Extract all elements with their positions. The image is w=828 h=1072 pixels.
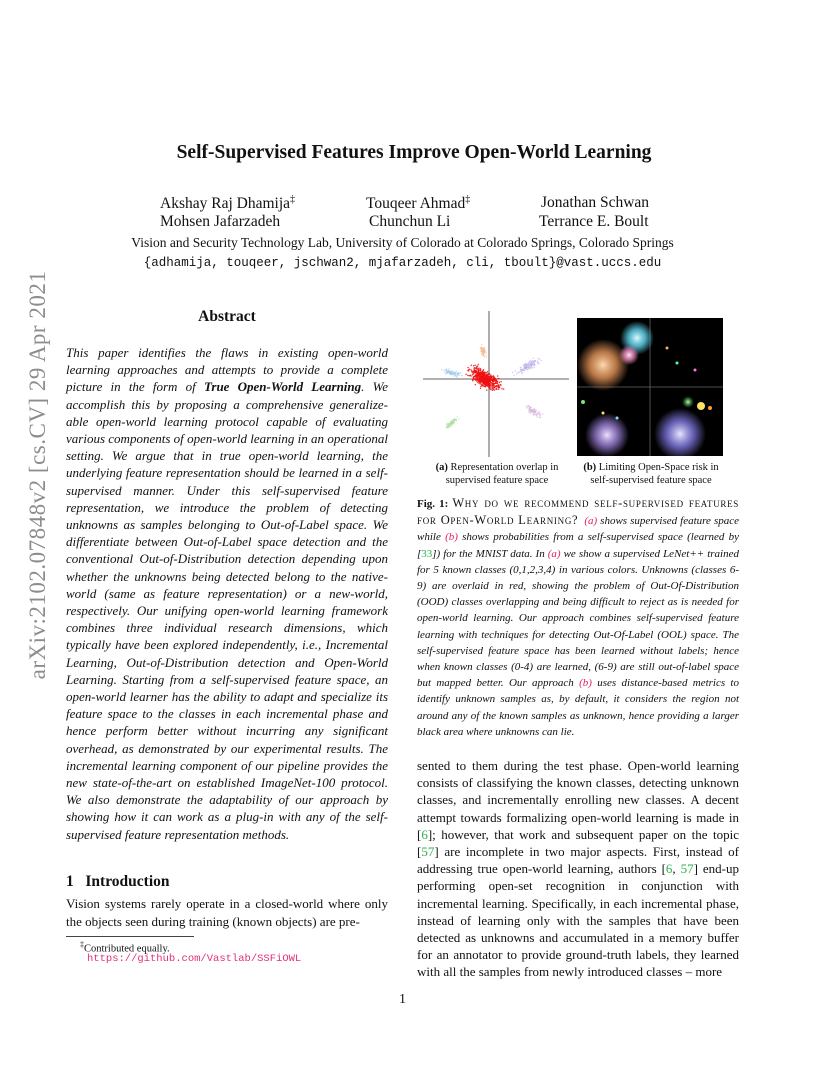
scatter-point <box>483 369 485 371</box>
author: Chunchun Li <box>369 213 451 230</box>
scatter-point <box>534 360 536 362</box>
scatter-point <box>539 411 541 413</box>
scatter-point <box>479 380 481 382</box>
scatter-point <box>482 350 484 352</box>
scatter-point <box>441 369 443 371</box>
scatter-point <box>492 376 494 378</box>
figure-1-caption: Fig. 1: Why do we recommend self-supervised features for Open-World Learning? (a) shows supervised feature space while (b) shows probabilities from a self-supervised space (learned by [33]) for the MNIST data. In (a) we show a supervised LeNet++ trained for 5 known classes (0,1,2,3,4) in various colors. Unknowns (classes 6-9) are overlaid in red, showing the problem of Out-Of-Distribution (OOD) classes overlapping and being difficult to reject as is needed for open-world learning. Our approach combines self-supervised feature learning with techniques for detecting Out-Of-Label (OOL) space. The self-supervised feature space has been learned without labels; hence when known classes (0-4) are learned, (6-9) are still out-of-label space but mapped better. Our approach (b) uses distance-based metrics to identify unknown samples as, by default, it considers the region not around any of the known samples as unknown, hence providing a larger black area where unknowns can lie. <box>417 496 740 738</box>
scatter-point <box>484 352 486 354</box>
scatter-point <box>532 363 534 365</box>
scatter-point <box>529 406 531 408</box>
scatter-point <box>481 381 483 383</box>
scatter-point <box>491 376 493 378</box>
scatter-point <box>455 372 457 374</box>
scatter-point <box>536 413 538 415</box>
scatter-point <box>455 419 457 421</box>
scatter-point <box>497 385 499 387</box>
scatter-point <box>449 373 451 375</box>
scatter-point <box>478 364 480 366</box>
scatter-point <box>480 370 482 372</box>
scatter-point <box>519 371 521 373</box>
scatter-point <box>536 415 538 417</box>
scatter-point <box>484 374 486 376</box>
scatter-point <box>497 375 499 377</box>
scatter-point <box>522 372 524 374</box>
scatter-point <box>467 375 469 377</box>
scatter-point <box>454 375 456 377</box>
scatter-point <box>485 377 487 379</box>
scatter-point <box>528 366 530 368</box>
scatter-point <box>488 380 490 382</box>
scatter-point <box>534 364 536 366</box>
scatter-point <box>448 423 450 425</box>
scatter-point <box>538 363 540 365</box>
scatter-point <box>476 380 478 382</box>
author-emails: {adhamija, touqeer, jschwan2, mjafarzadeh, cli, tboult}@vast.uccs.edu <box>143 256 662 270</box>
scatter-point <box>445 373 447 375</box>
affiliation: Vision and Security Technology Lab, University of Colorado at Colorado Springs, Colorado Springs <box>131 235 674 250</box>
scatter-point <box>462 375 464 377</box>
scatter-point <box>475 384 477 386</box>
scatter-point <box>482 383 484 385</box>
scatter-point <box>447 427 449 429</box>
scatter-point <box>486 356 488 358</box>
scatter-point <box>480 350 482 352</box>
scatter-point <box>448 368 450 370</box>
scatter-point <box>516 373 518 375</box>
scatter-point <box>521 373 523 375</box>
scatter-point <box>533 362 535 364</box>
scatter-point <box>482 372 484 374</box>
scatter-point <box>490 379 492 381</box>
scatter-point <box>524 367 526 369</box>
scatter-point <box>483 382 485 384</box>
scatter-point <box>513 375 515 377</box>
scatter-point <box>477 377 479 379</box>
scatter-point <box>480 368 482 370</box>
section-heading-introduction: 1 Introduction <box>66 873 170 890</box>
scatter-point <box>482 374 484 376</box>
scatter-point <box>520 367 522 369</box>
scatter-point <box>486 389 488 391</box>
scatter-point <box>443 369 445 371</box>
scatter-point <box>456 375 458 377</box>
paper-title: Self-Supervised Features Improve Open-World Learning <box>176 142 652 163</box>
scatter-point <box>480 376 482 378</box>
scatter-point <box>444 371 446 373</box>
scatter-point <box>473 371 475 373</box>
scatter-point <box>474 365 476 367</box>
scatter-point <box>497 378 499 380</box>
scatter-point <box>487 385 489 387</box>
scatter-point <box>456 373 458 375</box>
scatter-point <box>470 375 472 377</box>
scatter-point <box>540 413 542 415</box>
scatter-point <box>477 382 479 384</box>
scatter-point <box>481 378 483 380</box>
scatter-point <box>457 416 459 418</box>
scatter-point <box>503 388 505 390</box>
scatter-point <box>481 354 483 356</box>
scatter-point <box>482 377 484 379</box>
figure-1b-probability-map <box>577 318 723 456</box>
scatter-point <box>533 414 535 416</box>
scatter-point <box>542 413 544 415</box>
scatter-point <box>500 381 502 383</box>
scatter-point <box>486 383 488 385</box>
scatter-point <box>528 363 530 365</box>
scatter-point <box>474 375 476 377</box>
scatter-point <box>450 425 452 427</box>
scatter-point <box>471 369 473 371</box>
scatter-point <box>467 370 469 372</box>
scatter-point <box>533 409 535 411</box>
intro-text: Vision systems rarely operate in a closed-world where only the objects seen during training (known objects) are pre- <box>66 896 388 929</box>
scatter-point <box>456 370 458 372</box>
scatter-point <box>528 408 530 410</box>
scatter-point <box>485 372 487 374</box>
scatter-point <box>483 379 485 381</box>
scatter-point <box>512 372 513 374</box>
scatter-point <box>450 422 452 424</box>
scatter-point <box>490 389 492 391</box>
scatter-point <box>532 410 534 412</box>
scatter-point <box>483 347 485 349</box>
scatter-point <box>496 385 498 387</box>
scatter-point <box>456 420 458 422</box>
scatter-point <box>485 380 487 382</box>
scatter-point <box>494 389 496 391</box>
scatter-point <box>454 422 456 424</box>
scatter-point <box>530 413 532 415</box>
scatter-point <box>498 388 500 390</box>
footnote: ‡Contributed equally. <box>80 940 170 955</box>
scatter-point <box>527 364 529 366</box>
scatter-point <box>481 343 483 345</box>
author: Akshay Raj Dhamija‡ <box>160 194 296 213</box>
scatter-point <box>448 425 450 427</box>
scatter-point <box>525 368 527 370</box>
github-link[interactable]: https://github.com/Vastlab/SSFiOWL <box>87 953 302 965</box>
scatter-point <box>523 370 525 372</box>
abstract-heading: Abstract <box>198 308 256 325</box>
author: Jonathan Schwan <box>541 194 650 211</box>
scatter-point <box>492 386 494 388</box>
scatter-point <box>477 379 479 381</box>
scatter-point <box>539 416 541 418</box>
scatter-point <box>537 360 539 362</box>
abstract-text: This paper identifies the flaws in existing open-world learning approaches and attempts to provide a complete picture in the form of True Open-World Learning. We accomplish this by proposing a comprehensive generalize-able open-world learning protocol capable of evaluating various components of open-world learning in an operational setting. We argue that in true open-world learning, the underlying feature representation should be learned in a self-supervised manner. Under this self-supervised feature representation, we introduce the problem of detecting unknowns as samples belonging to Out-of-Label space. We differentiate between Out-of-Label space detection and the conventional Out-of-Distribution detection depending upon whether the unknowns being detected belong to the native-world (same as feature representation) or a new-world, respectively. Our unifying open-world learning framework combines three individual research dimensions, which typically have been explored independently, i.e., Incremental Learning, Out-of-Distribution detection and Open-World Learning. Starting from a self-supervised feature space, an open-world learner has the ability to adapt and specialize its feature space to the classes in each incremental phase and hence perform better without incurring any significant overhead, as demonstrated by our experimental results. The incremental learning component of our pipeline provides the new state-of-the-art on established ImageNet-100 protocol. We also demonstrate the adaptability of our approach by showing how it can work as a plug-in with any of the self-supervised feature representation methods. <box>66 345 388 842</box>
scatter-point <box>471 364 473 366</box>
scatter-point <box>477 371 479 373</box>
scatter-point <box>498 387 500 389</box>
scatter-point <box>537 411 539 413</box>
scatter-point <box>476 367 478 369</box>
scatter-point <box>499 382 501 384</box>
scatter-point <box>479 381 481 383</box>
author: Terrance E. Boult <box>539 213 649 230</box>
scatter-point <box>482 385 484 387</box>
scatter-point <box>529 361 531 363</box>
scatter-point <box>489 383 491 385</box>
scatter-point <box>496 382 498 384</box>
scatter-point <box>446 369 448 371</box>
scatter-point <box>530 362 532 364</box>
page-number: 1 <box>399 992 406 1007</box>
scatter-point <box>457 374 459 376</box>
scatter-point <box>530 410 532 412</box>
author: Touqeer Ahmad‡ <box>366 194 471 213</box>
scatter-point <box>478 383 480 385</box>
scatter-point <box>490 386 492 388</box>
scatter-point <box>520 369 522 371</box>
scatter-point <box>486 381 488 383</box>
scatter-point <box>515 370 517 372</box>
scatter-point <box>467 367 469 369</box>
scatter-point <box>449 371 451 373</box>
scatter-point <box>452 419 454 421</box>
scatter-point <box>480 387 482 389</box>
arxiv-id: arXiv:2102.07848v2 [cs.CV] 29 Apr 2021 <box>25 270 50 680</box>
scatter-point <box>540 414 542 416</box>
scatter-point <box>539 358 541 360</box>
scatter-point <box>485 384 487 386</box>
scatter-point <box>475 378 477 380</box>
scatter-point <box>458 418 460 420</box>
scatter-point <box>459 373 461 375</box>
scatter-point <box>528 368 530 370</box>
scatter-point <box>487 375 489 377</box>
scatter-point <box>533 360 535 362</box>
scatter-point <box>495 382 497 384</box>
scatter-point <box>465 374 467 376</box>
scatter-point <box>481 384 483 386</box>
scatter-point <box>480 378 482 380</box>
scatter-point <box>532 357 534 359</box>
scatter-point <box>534 411 536 413</box>
scatter-point <box>495 388 497 390</box>
scatter-point <box>541 359 543 361</box>
scatter-point <box>501 388 503 390</box>
scatter-point <box>458 373 460 375</box>
subcaption-b: (b) Limiting Open-Space risk in self-supervised feature space <box>583 462 719 486</box>
scatter-point <box>473 365 475 367</box>
scatter-point <box>478 367 480 369</box>
footnote-rule <box>66 936 194 937</box>
scatter-point <box>517 372 519 374</box>
scatter-point <box>472 379 474 381</box>
scatter-point <box>537 362 539 364</box>
scatter-point <box>524 365 526 367</box>
scatter-point <box>479 372 481 374</box>
scatter-point <box>483 354 485 356</box>
scatter-point <box>481 347 483 349</box>
scatter-point <box>500 384 502 386</box>
scatter-point <box>481 374 483 376</box>
scatter-point <box>474 369 476 371</box>
scatter-point <box>478 373 480 375</box>
scatter-point <box>451 421 453 423</box>
scatter-point <box>447 371 449 373</box>
scatter-point <box>493 379 495 381</box>
scatter-point <box>525 405 527 407</box>
figure-1a-scatter <box>423 311 569 457</box>
scatter-point <box>488 386 490 388</box>
scatter-point <box>534 367 536 369</box>
scatter-point <box>488 374 490 376</box>
scatter-point <box>493 381 495 383</box>
scatter-point <box>446 423 448 425</box>
scatter-point <box>485 354 487 356</box>
scatter-point <box>525 364 527 366</box>
scatter-point <box>489 373 491 375</box>
scatter-point <box>527 369 529 371</box>
scatter-point <box>483 356 485 358</box>
scatter-point <box>475 371 477 373</box>
scatter-point <box>473 368 475 370</box>
scatter-point <box>485 352 487 354</box>
scatter-point <box>451 373 453 375</box>
scatter-point <box>477 366 479 368</box>
arxiv-sidebar-stamp <box>22 270 54 680</box>
scatter-point <box>493 385 495 387</box>
author: Mohsen Jafarzadeh <box>160 213 281 230</box>
right-column-body: sented to them during the test phase. Open-world learning consists of classifying the known classes, detecting unknown classes, and incrementally enrolling new classes. A decent attempt towards formalizing open-world learning is made in [6]; however, that work and subsequent paper on the topic [57] are incomplete in two major aspects. First, instead of addressing true open-world learning, authors [6, 57] end-up performing open-set recognition in conjunction with incremental learning. Specifically, in each incremental phase, instead of learning only with the samples that have been detected as unknowns and accumulated in a memory buffer for an annotator to provide ground-truth labels, they learned with all the samples from newly introduced classes – more <box>417 758 739 980</box>
subcaption-a: (a) Representation overlap in supervised feature space <box>435 462 559 486</box>
scatter-point <box>497 381 499 383</box>
